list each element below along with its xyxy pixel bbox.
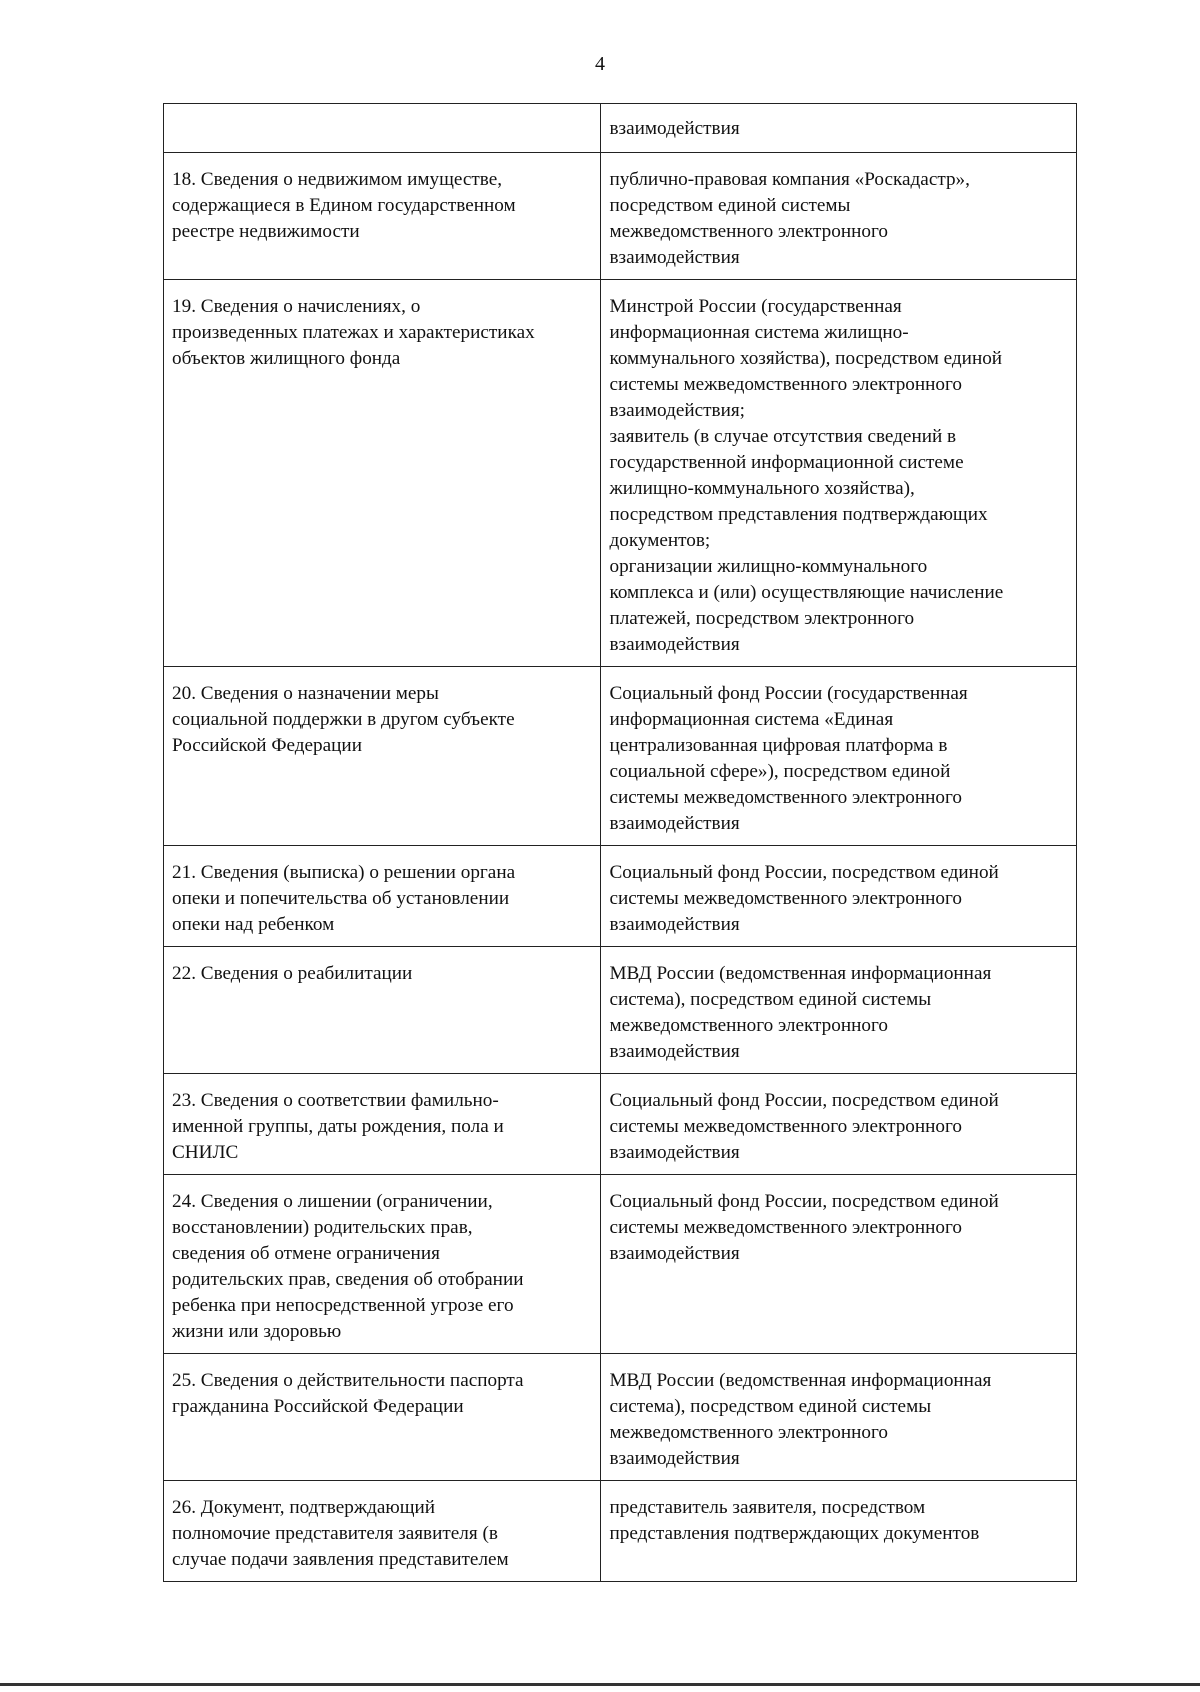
table-row <box>164 280 1077 667</box>
table-row <box>164 1175 1077 1354</box>
table-cell-source: МВД России (ведомственная информационная система), посредством единой системы межведомственного электронного взаимодействия <box>601 1354 1077 1481</box>
table-row <box>164 947 1077 1074</box>
table-cell-item: 21. Сведения (выписка) о решении органа опеки и попечительства об установлении опеки над ребенком <box>164 846 601 947</box>
table-cell-source: Социальный фонд России, посредством единой системы межведомственного электронного взаимодействия <box>601 846 1077 947</box>
table-cell-source: взаимодействия <box>601 104 1077 153</box>
data-sources-table <box>163 103 1077 1582</box>
table-row <box>164 1354 1077 1481</box>
page-bottom-rule <box>0 1683 1200 1686</box>
table-cell-source: публично-правовая компания «Роскадастр», посредством единой системы межведомственного электронного взаимодействия <box>601 153 1077 280</box>
table-cell-item: 24. Сведения о лишении (ограничении, восстановлении) родительских прав, сведения об отмене ограничения родительских прав, сведения об отобрании ребенка при непосредственной угрозе его жизни или здоровью <box>164 1175 601 1354</box>
page-number: 4 <box>595 53 605 75</box>
table-cell-item: 26. Документ, подтверждающий полномочие представителя заявителя (в случае подачи заявления представителем <box>164 1481 601 1582</box>
table-cell-item: 20. Сведения о назначении меры социальной поддержки в другом субъекте Российской Федерации <box>164 667 601 846</box>
table-cell-item: 25. Сведения о действительности паспорта гражданина Российской Федерации <box>164 1354 601 1481</box>
table-cell-item: 22. Сведения о реабилитации <box>164 947 601 1074</box>
table-row <box>164 1481 1077 1582</box>
table-cell-source: Социальный фонд России (государственная информационная система «Единая централизованная цифровая платформа в социальной сфере»), посредством единой системы межведомственного электронного взаимодействия <box>601 667 1077 846</box>
table-row <box>164 846 1077 947</box>
table-cell-source: представитель заявителя, посредством представления подтверждающих документов <box>601 1481 1077 1582</box>
table-cell-item: 19. Сведения о начислениях, о произведенных платежах и характеристиках объектов жилищного фонда <box>164 280 601 667</box>
table-cell-source: Минстрой России (государственная информационная система жилищно- коммунального хозяйства), посредством единой системы межведомственного электронного взаимодействия; заявитель (в случае отсутствия сведений в государственной информационной системе жилищно-коммунального хозяйства), посредством представления подтверждающих документов; организации жилищно-коммунального комплекса и (или) осуществляющие начисление платежей, посредством электронного взаимодействия <box>601 280 1077 667</box>
table-cell-item: 23. Сведения о соответствии фамильно- именной группы, даты рождения, пола и СНИЛС <box>164 1074 601 1175</box>
table-row <box>164 104 1077 153</box>
table-cell-source: Социальный фонд России, посредством единой системы межведомственного электронного взаимодействия <box>601 1074 1077 1175</box>
table-cell-source: Социальный фонд России, посредством единой системы межведомственного электронного взаимодействия <box>601 1175 1077 1354</box>
table-row <box>164 1074 1077 1175</box>
table-cell-source: МВД России (ведомственная информационная система), посредством единой системы межведомственного электронного взаимодействия <box>601 947 1077 1074</box>
table-row <box>164 153 1077 280</box>
table-row <box>164 667 1077 846</box>
table-cell-item: 18. Сведения о недвижимом имуществе, содержащиеся в Едином государственном реестре недвижимости <box>164 153 601 280</box>
table-cell-item <box>164 104 601 153</box>
